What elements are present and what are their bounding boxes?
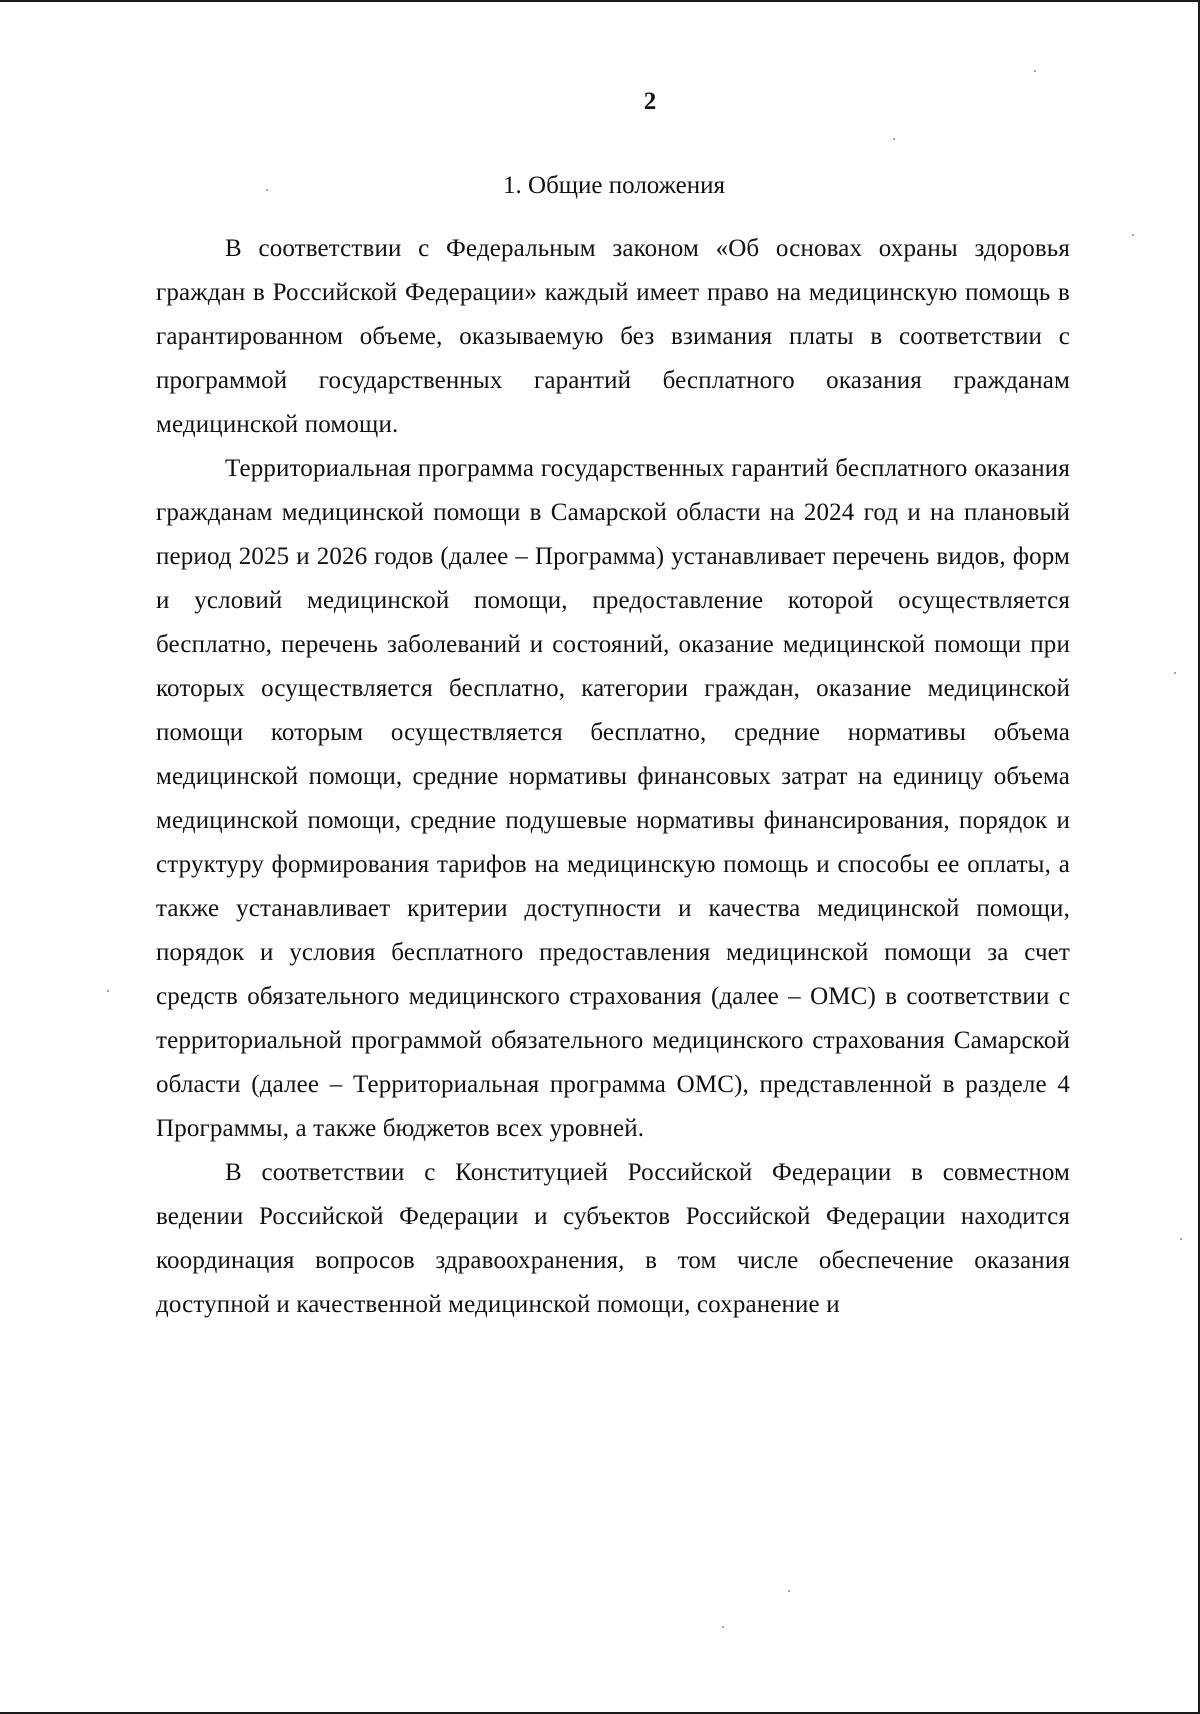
body-text	[156, 227, 1070, 1327]
scan-speck	[1174, 672, 1176, 674]
paragraph-1: В соответствии с Федеральным законом «Об основах охраны здоровья граждан в Российской Федерации» каждый имеет право на медицинскую помощь в гарантированном объеме, оказываемую без взимания платы в соответствии с программой государственных гарантий бесплатного оказания гражданам медицинской помощи.	[156, 235, 1070, 438]
scan-speck	[1034, 70, 1036, 72]
scan-speck	[893, 138, 895, 140]
section-heading: 1. Общие положения	[503, 172, 725, 199]
paragraph-2: Территориальная программа государственных гарантий бесплатного оказания гражданам медицинской помощи в Самарской области на 2024 год и на плановый период 2025 и 2026 годов (далее – Программа) устанавливает перечень видов, форм и условий медицинской помощи, предоставление которой осуществляется бесплатно, перечень заболеваний и состояний, оказание медицинской помощи при которых осуществляется бесплатно, категории граждан, оказание медицинской помощи которым осуществляется бесплатно, средние нормативы объема медицинской помощи, средние нормативы финансовых затрат на единицу объема медицинской помощи, средние подушевые нормативы финансирования, порядок и структуру формирования тарифов на медицинскую помощь и способы ее оплаты, а также устанавливает критерии доступности и качества медицинской помощи, порядок и условия бесплатного предоставления медицинской помощи за счет средств обязательного медицинского страхования (далее – ОМС) в соответствии с территориальной программой обязательного медицинского страхования Самарской области (далее – Территориальная программа ОМС), представленной в разделе 4 Программы, а также бюджетов всех уровней.	[156, 455, 1070, 1142]
scan-speck	[107, 990, 109, 992]
scan-speck	[788, 1590, 790, 1592]
scan-speck	[722, 1626, 724, 1628]
scan-speck	[1180, 1238, 1182, 1240]
page-number: 2	[643, 88, 657, 115]
paragraph-3: В соответствии с Конституцией Российской Федерации в совместном ведении Российской Федерации и субъектов Российской Федерации находится координация вопросов здравоохранения, в том числе обеспечение оказания доступной и качественной медицинской помощи, сохранение и	[156, 1159, 1070, 1318]
scan-speck	[266, 189, 268, 191]
scan-speck	[1132, 234, 1134, 236]
